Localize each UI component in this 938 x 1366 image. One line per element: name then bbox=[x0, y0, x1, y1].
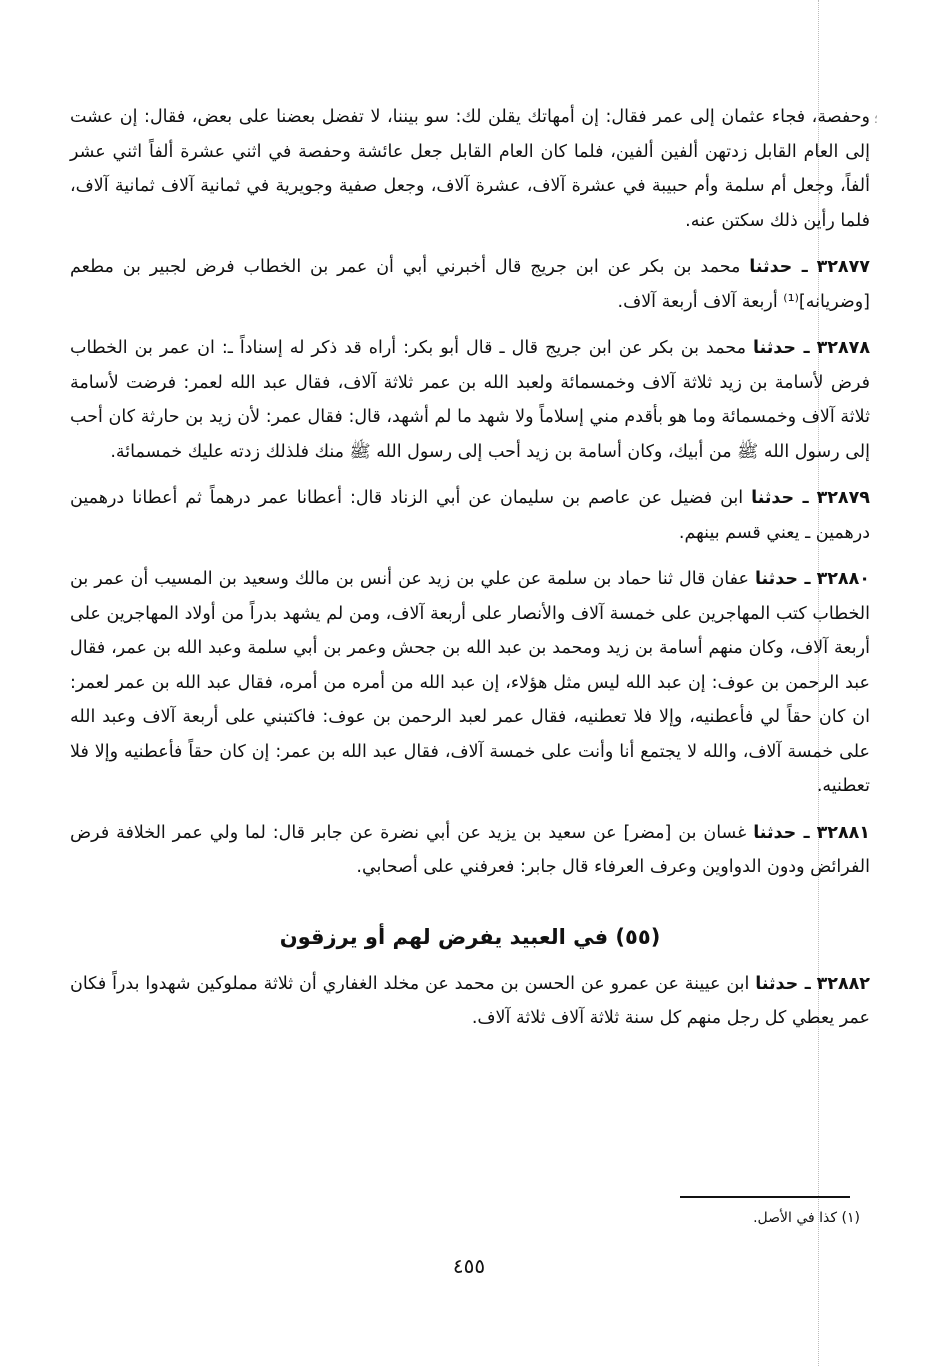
footnote: (١) كذا في الأصل. bbox=[753, 1210, 860, 1226]
hadith-text: عفان قال ثنا حماد بن سلمة عن علي بن زيد عن أنس بن مالك وسعيد بن المسيب أن عمر بن الخطاب كتب المهاجرين على خمسة آلاف والأنصار على أربعة آلاف، ومن لم يشهد بدراً من أولاد المهاجرين على أربعة آلاف، وكان منهم أسامة بن زيد ومحمد بن عبد الله بن جحش وعمر بن أبي سلمة وعبد الله بن عمر، فقال عبد الرحمن بن عوف: إن عبد الله ليس مثل هؤلاء، إن عبد الله من أمره من أمره، فقال عبد الله بن عمر لعمر: ان كان حقاً لي فأعطنيه، وإلا فلا تعطنيه، فقال عمر لعبد الرحمن بن عوف: فاكتبني على أربعة آلاف وعبد الله على خمسة آلاف، والله لا يجتمع أنا وأنت على خمسة آلاف، فقال عبد الله بن عمر: إن كان حقاً فأعطنيه وإلا فلا تعطنيه. bbox=[70, 569, 870, 796]
hadith-32880: ٣٢٨٨٠ ـ حدثنا عفان قال ثنا حماد بن سلمة عن علي بن زيد عن أنس بن مالك وسعيد بن المسيب أن عمر بن الخطاب كتب المهاجرين على خمسة آلاف والأنصار على أربعة آلاف، ومن لم يشهد بدراً من أولاد المهاجرين على أربعة آلاف، وكان منهم أسامة بن زيد ومحمد بن عبد الله بن جحش وعمر بن أبي سلمة وعبد الله بن عمر، فقال عبد الرحمن بن عوف: إن عبد الله ليس مثل هؤلاء، إن عبد الله من أمره من أمره، فقال عبد الله بن عمر لعمر: ان كان حقاً لي فأعطنيه، وإلا فلا تعطنيه، فقال عمر لعبد الرحمن بن عوف: فاكتبني على أربعة آلاف وعبد الله على خمسة آلاف، والله لا يجتمع أنا وأنت على خمسة آلاف، فقال عبد الله بن عمر: إن كان حقاً فأعطنيه وإلا فلا تعطنيه. bbox=[70, 569, 870, 796]
hadith-number: ٣٢٨٧٨ bbox=[816, 338, 870, 358]
hadith-text: غسان بن [مضر] عن سعيد بن يزيد عن أبي نضرة عن جابر قال: لما ولي عمر الخلافة فرض الفرائض ودون الدواوين وعرف العرفاء قال جابر: فعرفني على أصحابي. bbox=[70, 822, 870, 877]
hadith-text: ابن عيينة عن عمرو عن الحسن بن محمد عن مخلد الغفاري أن ثلاثة مملوكين شهدوا بدراً فكان عمر يعطي كل رجل منهم كل سنة ثلاثة آلاف ثلاثة آلاف. bbox=[70, 973, 870, 1028]
hadith-number: ٣٢٨٧٧ bbox=[816, 257, 870, 277]
hadith-32882: ٣٢٨٨٢ ـ حدثنا ابن عيينة عن عمرو عن الحسن بن محمد عن مخلد الغفاري أن ثلاثة مملوكين شهدوا بدراً فكان عمر يعطي كل رجل منهم كل سنة ثلاثة آلاف ثلاثة آلاف. bbox=[70, 973, 870, 1028]
hadith-lead: حدثنا bbox=[753, 338, 797, 358]
hadith-text: محمد بن بكر عن ابن جريج قال ـ قال أبو بكر: أراه قد ذكر له إسناداً ـ: ان عمر بن الخطاب فرض لأسامة بن زيد ثلاثة آلاف وخمسمائة ولعبد الله بن عمر ثلاثة آلاف، فقال عبد الله لعمر: فرضت لأسامة ثلاثة آلاف وخمسمائة وما هو بأقدم مني إسلاماً ولا شهد ما لم أشهد، قال: فقال عمر: لأن زيد بن حارثة كان أحب إلى رسول الله ﷺ من أبيك، وكان أسامة بن زيد أحب إلى رسول الله ﷺ منك فلذلك زدته عليك خمسمائة. bbox=[70, 338, 870, 462]
hadith-32881: ٣٢٨٨١ ـ حدثنا غسان بن [مضر] عن سعيد بن يزيد عن أبي نضرة عن جابر قال: لما ولي عمر الخلافة فرض الفرائض ودون الدواوين وعرف العرفاء قال جابر: فعرفني على أصحابي. bbox=[70, 822, 870, 877]
margin-mark: ؛ bbox=[874, 112, 878, 126]
hadith-text: محمد بن بكر عن ابن جريج قال أخبرني أبي أن عمر بن الخطاب فرض لجبير بن مطعم [وضريانه]⁽¹⁾ أربعة آلاف أربعة آلاف. bbox=[70, 257, 870, 312]
hadith-lead: حدثنا bbox=[749, 257, 793, 277]
hadith-number: ٣٢٨٨٢ bbox=[816, 973, 870, 994]
footnote-divider bbox=[680, 1196, 850, 1198]
hadith-number: ٣٢٨٨٠ bbox=[816, 569, 870, 589]
hadith-number: ٣٢٨٨١ bbox=[816, 822, 870, 843]
hadith-number: ٣٢٨٧٩ bbox=[816, 488, 870, 508]
hadith-text: ابن فضيل عن عاصم بن سليمان عن أبي الزناد قال: أعطانا عمر درهماً ثم أعطانا درهمين درهمين ـ يعني قسم بينهم. bbox=[70, 488, 870, 543]
hadith-lead: حدثنا bbox=[751, 488, 795, 508]
hadith-32878: ٣٢٨٧٨ ـ حدثنا محمد بن بكر عن ابن جريج قال ـ قال أبو بكر: أراه قد ذكر له إسناداً ـ: ان عمر بن الخطاب فرض لأسامة بن زيد ثلاثة آلاف وخمسمائة ولعبد الله بن عمر ثلاثة آلاف، فقال عبد الله لعمر: فرضت لأسامة ثلاثة آلاف وخمسمائة وما هو بأقدم مني إسلاماً ولا شهد ما لم أشهد، قال: فقال عمر: لأن زيد بن حارثة كان أحب إلى رسول الله ﷺ من أبيك، وكان أسامة بن زيد أحب إلى رسول الله ﷺ منك فلذلك زدته عليك خمسمائة. bbox=[70, 338, 870, 462]
hadith-lead: حدثنا bbox=[754, 569, 798, 589]
paragraph-continuation bbox=[70, 100, 870, 238]
book-page-body bbox=[70, 100, 870, 1036]
section-heading: (٥٥) في العبيد يفرض لهم أو يرزقون bbox=[279, 924, 661, 949]
paragraph-text: وحفصة، فجاء عثمان إلى عمر فقال: إن أمهاتك يقلن لك: سو بيننا، لا تفضل بعضنا على بعض، فقال: إن عشت إلى العام القابل زدتهن ألفين ألفين، فلما كان العام القابل جعل عائشة وحفصة في اثني عشرة ألفاً اثني عشر ألفاً، وجعل أم سلمة وأم حبيبة في عشرة آلاف، عشرة آلاف، وجعل صفية وجويرية في ثمانية آلاف ثمانية آلاف، فلما رأين ذلك سكتن عنه. bbox=[70, 107, 870, 231]
hadith-32879: ٣٢٨٧٩ ـ حدثنا ابن فضيل عن عاصم بن سليمان عن أبي الزناد قال: أعطانا عمر درهماً ثم أعطانا درهمين درهمين ـ يعني قسم بينهم. bbox=[70, 488, 870, 543]
hadith-lead: حدثنا bbox=[753, 822, 797, 843]
hadith-lead: حدثنا bbox=[755, 973, 799, 994]
hadith-32877: ٣٢٨٧٧ ـ حدثنا محمد بن بكر عن ابن جريج قال أخبرني أبي أن عمر بن الخطاب فرض لجبير بن مطعم [وضريانه]⁽¹⁾ أربعة آلاف أربعة آلاف. bbox=[70, 257, 870, 312]
page-number: ٤٥٥ bbox=[452, 1254, 486, 1278]
